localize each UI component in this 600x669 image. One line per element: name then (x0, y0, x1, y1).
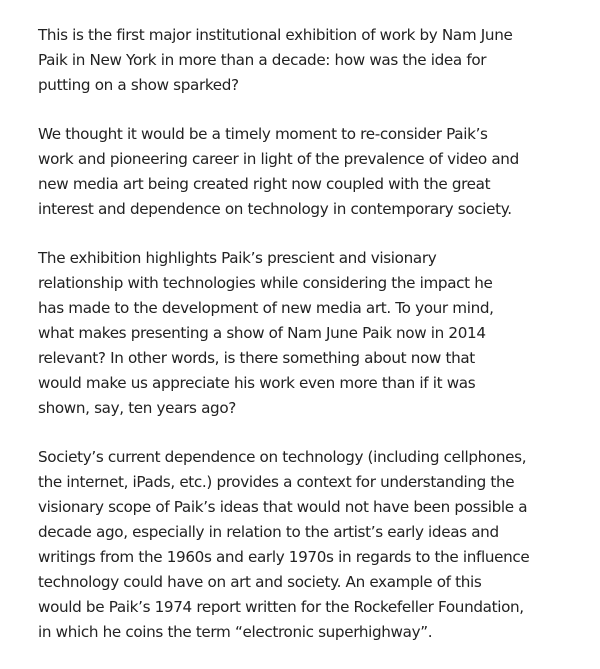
text-line: Paik in New York in more than a decade: how was the idea for (38, 51, 487, 69)
text-line: relationship with technologies while considering the impact he (38, 274, 493, 292)
text-line: has made to the development of new media art. To your mind, (38, 299, 494, 317)
text-line: interest and dependence on technology in contemporary society. (38, 200, 512, 218)
text-line: would make us appreciate his work even more than if it was (38, 374, 476, 392)
text-line: This is the first major institutional exhibition of work by Nam June (38, 26, 513, 44)
text-line: work and pioneering career in light of the prevalence of video and (38, 150, 519, 168)
paragraph-question-1 (38, 23, 594, 98)
text-line: The exhibition highlights Paik’s prescient and visionary (38, 249, 437, 267)
text-line: We thought it would be a timely moment to re-consider Paik’s (38, 125, 488, 143)
text-line: relevant? In other words, is there something about now that (38, 349, 475, 367)
text-line: decade ago, especially in relation to the artist’s early ideas and (38, 523, 499, 541)
paragraph-question-2 (38, 246, 594, 421)
text-line: visionary scope of Paik’s ideas that would not have been possible a (38, 498, 528, 516)
text-line: what makes presenting a show of Nam June Paik now in 2014 (38, 324, 486, 342)
text-line: in which he coins the term “electronic superhighway”. (38, 623, 433, 641)
text-line: putting on a show sparked? (38, 76, 239, 94)
interview-text (38, 23, 594, 669)
paragraph-answer-1 (38, 122, 594, 222)
text-line: would be Paik’s 1974 report written for the Rockefeller Foundation, (38, 598, 524, 616)
text-line: writings from the 1960s and early 1970s in regards to the influence (38, 548, 530, 566)
text-line: shown, say, ten years ago? (38, 399, 236, 417)
text-line: Society’s current dependence on technology (including cellphones, (38, 448, 527, 466)
paragraph-answer-2 (38, 445, 594, 645)
text-line: technology could have on art and society. An example of this (38, 573, 482, 591)
text-line: new media art being created right now coupled with the great (38, 175, 491, 193)
text-line: the internet, iPads, etc.) provides a context for understanding the (38, 473, 515, 491)
